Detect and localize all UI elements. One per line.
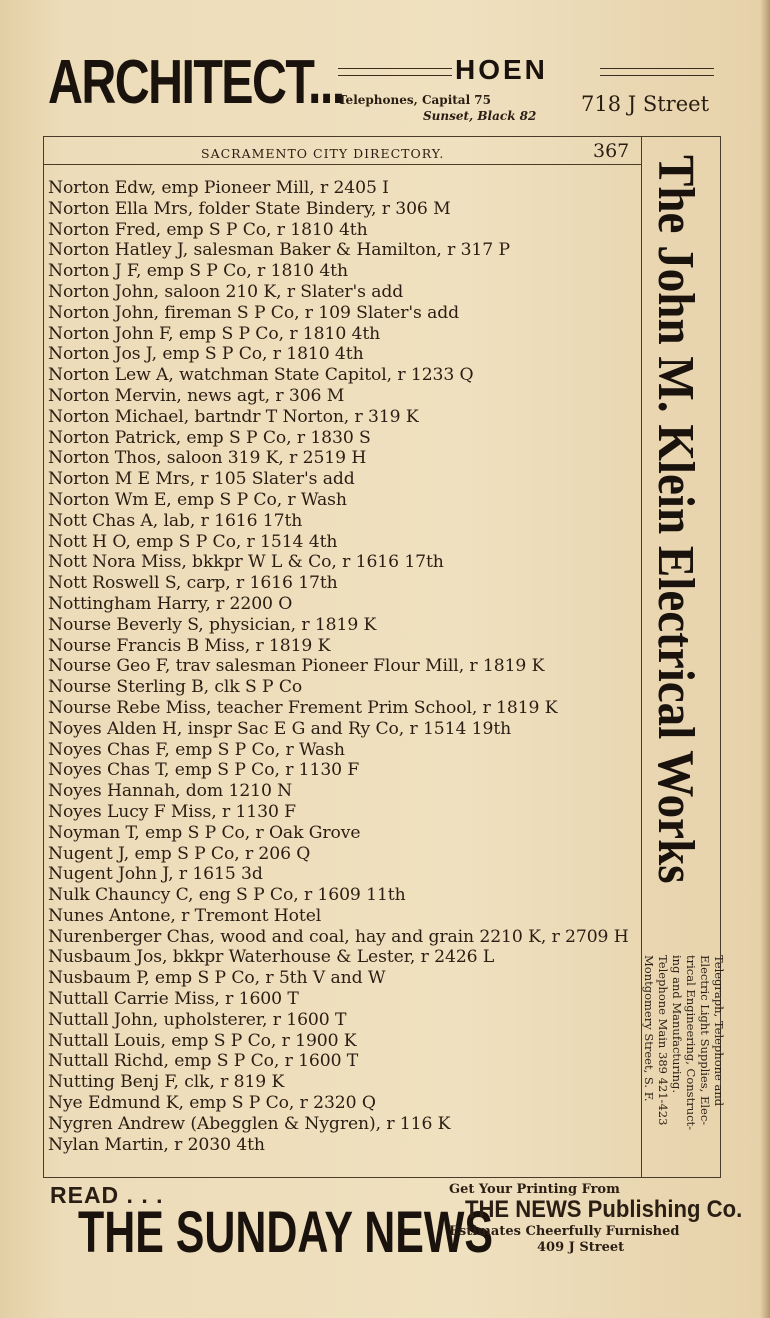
directory-entry: Nuttall Carrie Miss, r 1600 T <box>48 989 299 1010</box>
directory-entry: Nusbaum P, emp S P Co, r 5th V and W <box>48 968 386 989</box>
hoen-name: HOEN <box>455 54 548 85</box>
directory-entry: Noyes Lucy F Miss, r 1130 F <box>48 801 296 822</box>
directory-entry: Nye Edmund K, emp S P Co, r 2320 Q <box>48 1093 376 1114</box>
directory-entry: Norton Hatley J, salesman Baker & Hamilton, r 317 P <box>48 240 510 261</box>
architect-heading: ARCHITECT... <box>48 48 344 117</box>
directory-entry: Noyes Chas T, emp S P Co, r 1130 F <box>48 760 360 781</box>
ornamental-rule-left <box>338 68 452 76</box>
directory-entry: Nourse Geo F, trav salesman Pioneer Flour Mill, r 1819 K <box>48 656 545 677</box>
directory-entry: Nuttall Louis, emp S P Co, r 1900 K <box>48 1030 357 1051</box>
directory-entry: Nott Chas A, lab, r 1616 17th <box>48 510 303 531</box>
read-label: READ . . . <box>50 1182 164 1208</box>
page-edge-shadow <box>760 0 770 1318</box>
news-publishing-company: THE NEWS Publishing Co. <box>465 1196 743 1223</box>
directory-entry: Norton Wm E, emp S P Co, r Wash <box>48 489 347 510</box>
estimates-line: Estimates Cheerfully Furnished <box>449 1224 680 1239</box>
directory-entry: Nulk Chauncy C, eng S P Co, r 1609 11th <box>48 885 406 906</box>
sunday-news-title: THE SUNDAY NEWS <box>78 1200 493 1265</box>
directory-entry: Nourse Beverly S, physician, r 1819 K <box>48 614 377 635</box>
directory-entry: Nottingham Harry, r 2200 O <box>48 593 293 614</box>
directory-entry: Nourse Francis B Miss, r 1819 K <box>48 635 331 656</box>
side-ad-line: Telephone Main 389 421-423 <box>656 955 670 1126</box>
hoen-address: 718 J Street <box>581 92 710 116</box>
directory-entry: Nylan Martin, r 2030 4th <box>48 1134 265 1155</box>
directory-entry: Nutting Benj F, clk, r 819 K <box>48 1072 285 1093</box>
directory-entries <box>48 178 643 1155</box>
directory-entry: Nuttall Richd, emp S P Co, r 1600 T <box>48 1051 359 1072</box>
directory-entry: Norton Lew A, watchman State Capitol, r 1233 Q <box>48 365 474 386</box>
directory-entry: Nourse Sterling B, clk S P Co <box>48 677 303 698</box>
side-ad-line: trical Engineering, Construct- <box>684 955 698 1131</box>
directory-entry: Norton Ella Mrs, folder State Bindery, r 306 M <box>48 198 451 219</box>
directory-entry: Nugent John J, r 1615 3d <box>48 864 263 885</box>
directory-entry: Nusbaum Jos, bkkpr Waterhouse & Lester, r 2426 L <box>48 947 495 968</box>
header-rule <box>43 164 641 165</box>
directory-entry: Nuttall John, upholsterer, r 1600 T <box>48 1009 347 1030</box>
side-ad-line: Electric Light Supplies, Elec- <box>698 955 712 1126</box>
telephones-line-1: Telephones, Capital 75 <box>338 93 491 107</box>
directory-entry: Norton Michael, bartndr T Norton, r 319 K <box>48 406 419 427</box>
news-address: 409 J Street <box>537 1240 625 1255</box>
directory-entry: Noyes Hannah, dom 1210 N <box>48 781 293 802</box>
printing-tagline: Get Your Printing From <box>449 1182 620 1197</box>
side-ad-line: Telegraph, Telephone and <box>712 955 726 1107</box>
directory-entry: Norton Jos J, emp S P Co, r 1810 4th <box>48 344 364 365</box>
directory-entry: Norton Patrick, emp S P Co, r 1830 S <box>48 427 371 448</box>
directory-entry: Norton John, saloon 210 K, r Slater's add <box>48 281 404 302</box>
page-number: 367 <box>593 140 630 162</box>
directory-entry: Nott H O, emp S P Co, r 1514 4th <box>48 531 338 552</box>
directory-entry: Nott Roswell S, carp, r 1616 17th <box>48 573 338 594</box>
directory-entry: Noyman T, emp S P Co, r Oak Grove <box>48 822 361 843</box>
top-advertisement <box>0 0 770 135</box>
directory-entry: Norton J F, emp S P Co, r 1810 4th <box>48 261 348 282</box>
directory-entry: Nunes Antone, r Tremont Hotel <box>48 905 322 926</box>
directory-entry: Norton Mervin, news agt, r 306 M <box>48 385 345 406</box>
ornamental-rule-right <box>600 68 714 76</box>
directory-entry: Noyes Alden H, inspr Sac E G and Ry Co, r 1514 19th <box>48 718 512 739</box>
directory-entry: Nourse Rebe Miss, teacher Frement Prim School, r 1819 K <box>48 697 558 718</box>
running-header: SACRAMENTO CITY DIRECTORY. <box>201 146 445 161</box>
directory-entry: Norton John F, emp S P Co, r 1810 4th <box>48 323 381 344</box>
directory-entry: Noyes Chas F, emp S P Co, r Wash <box>48 739 345 760</box>
directory-entry: Nurenberger Chas, wood and coal, hay and grain 2210 K, r 2709 H <box>48 926 629 947</box>
directory-entry: Norton John, fireman S P Co, r 109 Slater's add <box>48 302 460 323</box>
directory-entry: Norton Edw, emp Pioneer Mill, r 2405 I <box>48 178 389 198</box>
directory-entry: Nygren Andrew (Abegglen & Nygren), r 116 K <box>48 1113 451 1134</box>
directory-entry: Nugent J, emp S P Co, r 206 Q <box>48 843 311 864</box>
directory-entry: Nott Nora Miss, bkkpr W L & Co, r 1616 17th <box>48 552 444 573</box>
side-ad-line: ing and Manufacturing. <box>670 955 684 1094</box>
telephones-line-2: Sunset, Black 82 <box>423 109 537 123</box>
directory-entry: Norton Fred, emp S P Co, r 1810 4th <box>48 219 368 240</box>
directory-entry: Norton Thos, saloon 319 K, r 2519 H <box>48 448 367 469</box>
side-ad-line: Montgomery Street, S. F. <box>642 955 656 1102</box>
side-ad-title: The John M. Klein Electrical Works <box>647 155 704 884</box>
directory-entry: Norton M E Mrs, r 105 Slater's add <box>48 469 355 490</box>
